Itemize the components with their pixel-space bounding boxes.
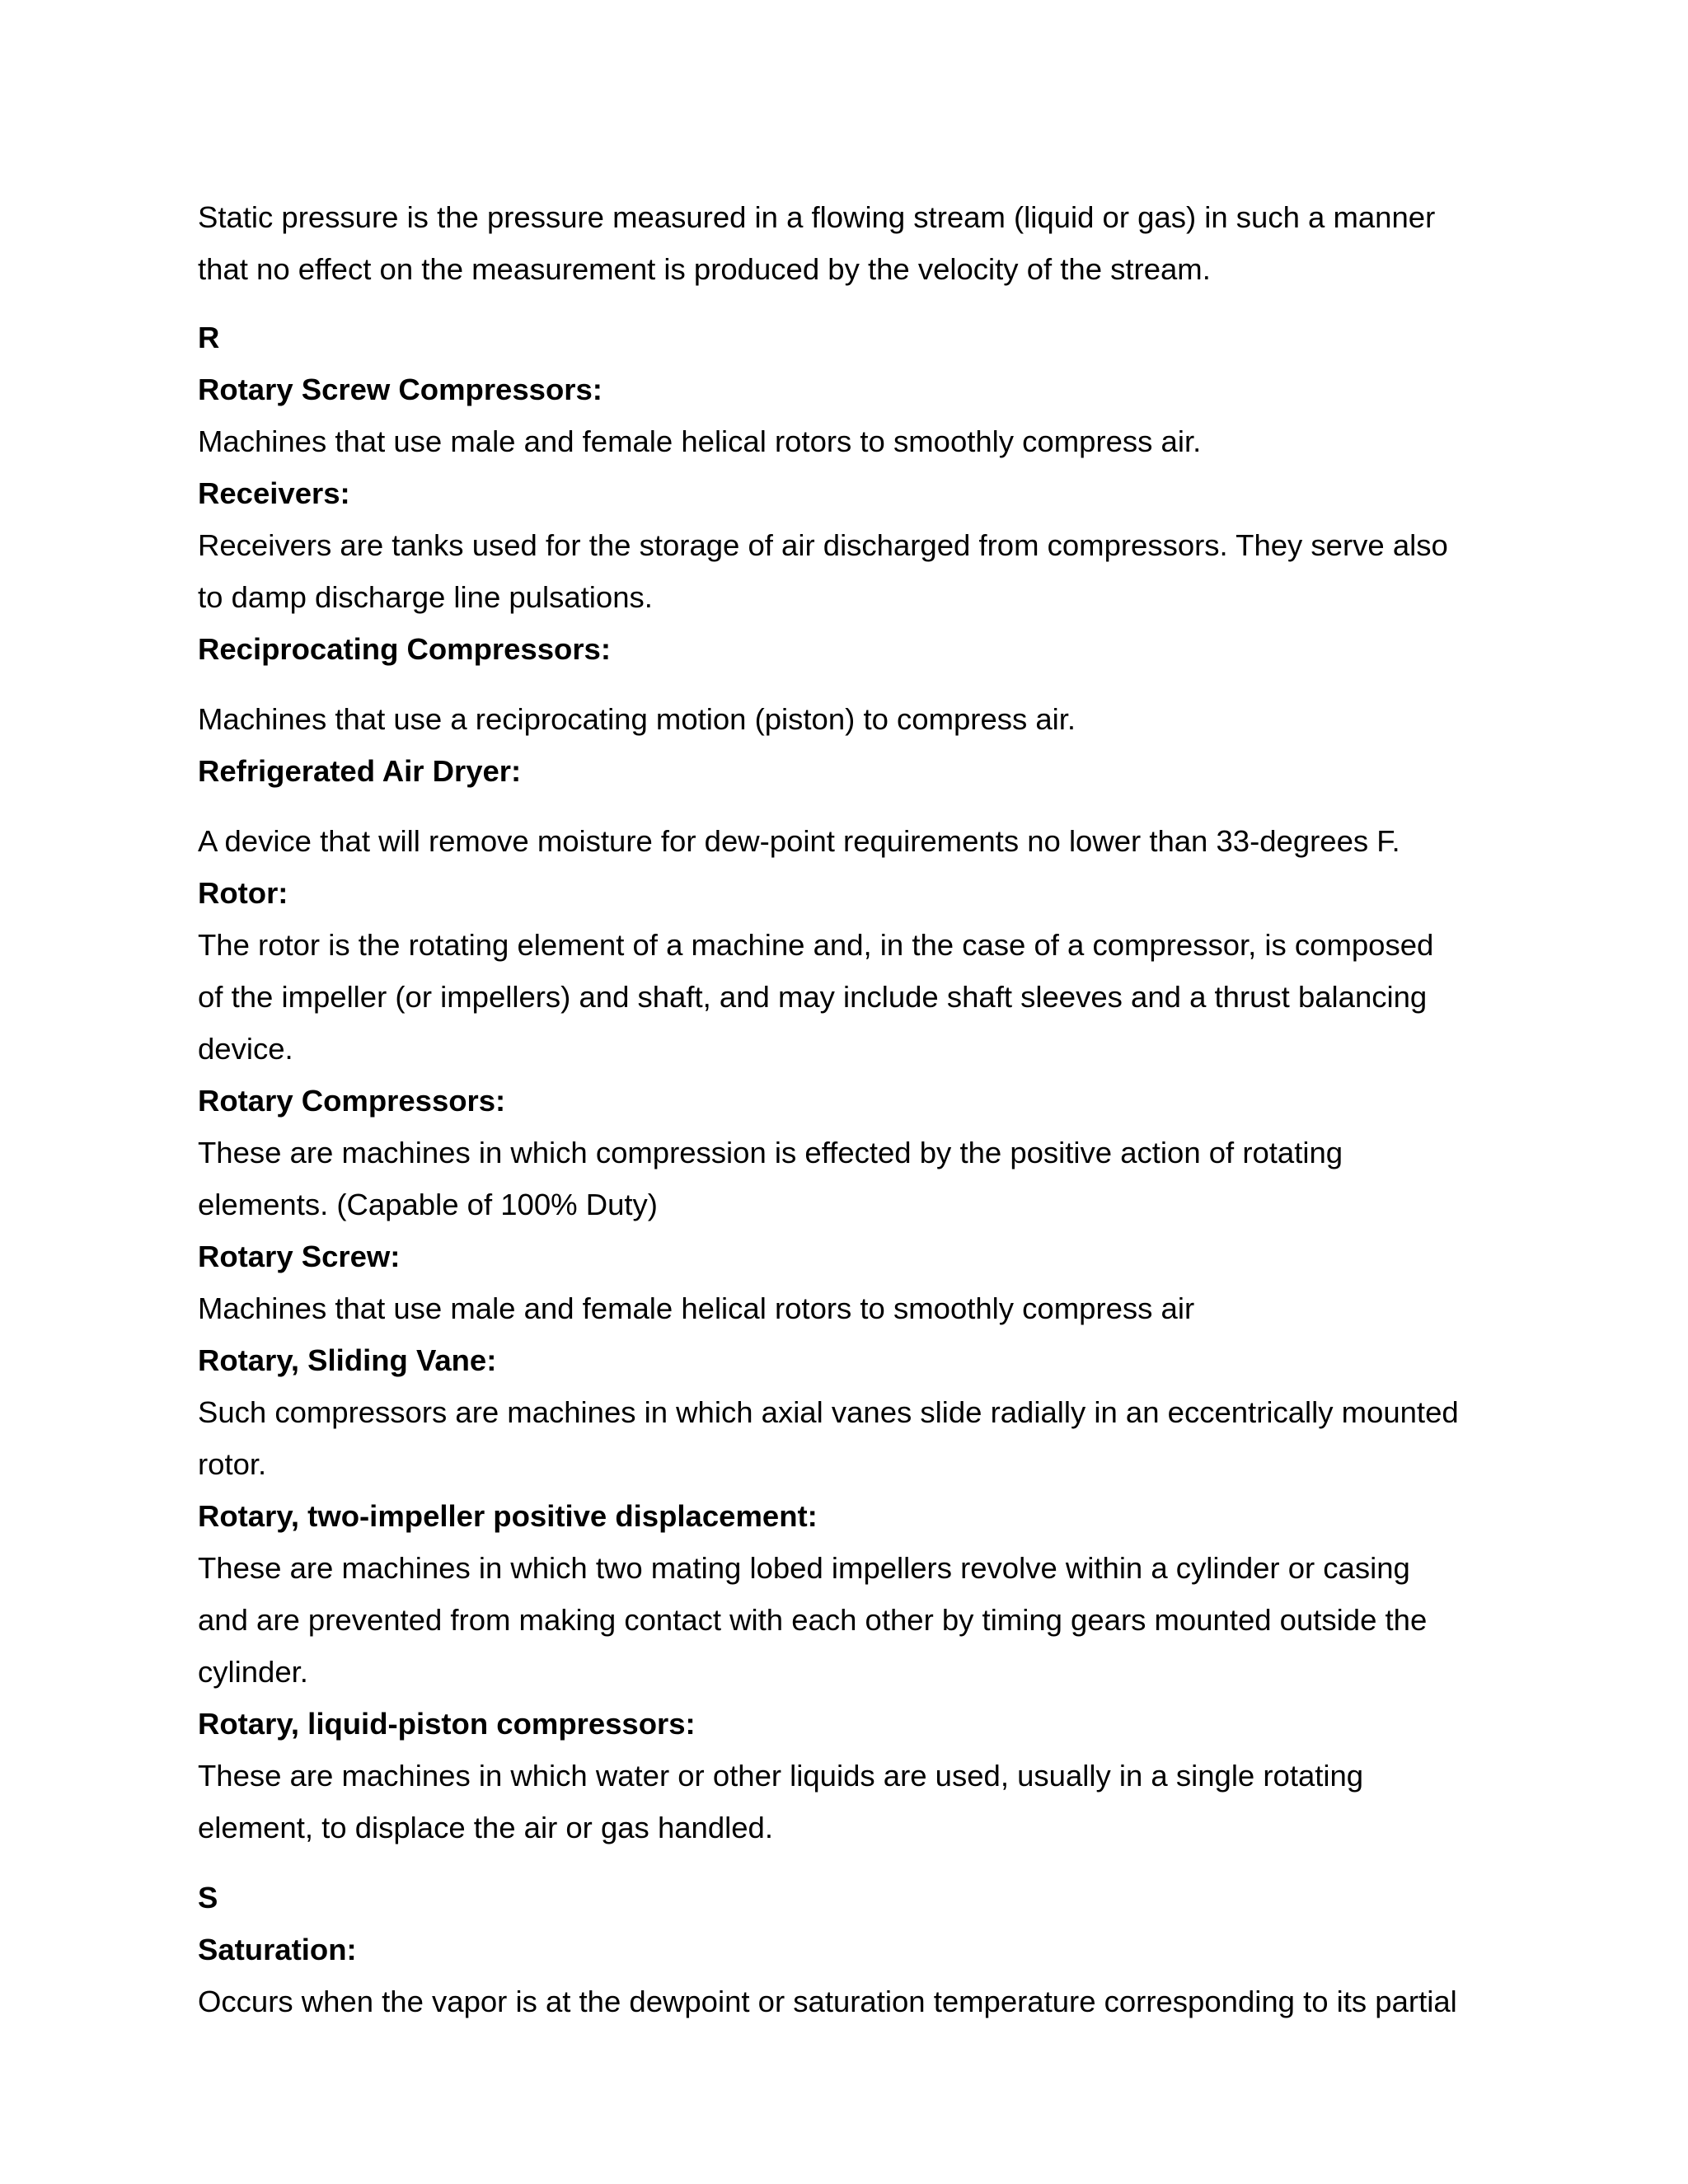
term-heading: Rotary, liquid-piston compressors: [198,1707,696,1741]
definition-line: Machines that use male and female helical rotors to smoothly compress air. [198,424,1202,458]
intro-line: that no effect on the measurement is produced by the velocity of the stream. [198,252,1211,286]
definition-line: element, to displace the air or gas handled. [198,1811,773,1844]
definition-line: Such compressors are machines in which axial vanes slide radially in an eccentrically mounted [198,1395,1459,1429]
definition-line: Machines that use a reciprocating motion (piston) to compress air. [198,702,1076,736]
definition-line: Machines that use male and female helical rotors to smoothly compress air [198,1291,1195,1325]
term-heading: Rotor: [198,876,288,910]
definition-line: cylinder. [198,1655,308,1689]
definition-line: elements. (Capable of 100% Duty) [198,1188,658,1221]
definition-line: Occurs when the vapor is at the dewpoint or saturation temperature corresponding to its partial [198,1985,1457,2018]
definition-line: These are machines in which water or other liquids are used, usually in a single rotating [198,1759,1364,1793]
term-heading: Reciprocating Compressors: [198,632,611,666]
term-heading: Receivers: [198,476,350,510]
intro-line: Static pressure is the pressure measured in a flowing stream (liquid or gas) in such a manner [198,200,1436,234]
definition-line: to damp discharge line pulsations. [198,580,653,614]
term-heading: Rotary, two-impeller positive displacement: [198,1499,818,1533]
intro-paragraph [198,191,1484,295]
term-heading: Saturation: [198,1933,357,1966]
term-heading: Refrigerated Air Dryer: [198,754,522,788]
definition-line: and are prevented from making contact with each other by timing gears mounted outside the [198,1603,1428,1637]
section-letter-s: S [198,1881,218,1915]
definition-line: A device that will remove moisture for dew-point requirements no lower than 33-degrees F. [198,824,1400,858]
definition-line: The rotor is the rotating element of a machine and, in the case of a compressor, is composed [198,928,1434,962]
term-heading: Rotary Compressors: [198,1084,506,1118]
term-heading: Rotary, Sliding Vane: [198,1343,497,1377]
definition-line: Receivers are tanks used for the storage of air discharged from compressors. They serve also [198,528,1448,562]
definition-line: device. [198,1032,293,1066]
page-content [198,191,1484,2027]
definition-line: rotor. [198,1447,267,1481]
definition-line: These are machines in which two mating lobed impellers revolve within a cylinder or casing [198,1551,1410,1585]
term-heading: Rotary Screw Compressors: [198,373,603,406]
definition-line: These are machines in which compression is effected by the positive action of rotating [198,1136,1343,1169]
term-heading: Rotary Screw: [198,1240,401,1273]
section-letter-r: R [198,321,220,354]
definition-line: of the impeller (or impellers) and shaft, and may include shaft sleeves and a thrust balancing [198,980,1428,1014]
